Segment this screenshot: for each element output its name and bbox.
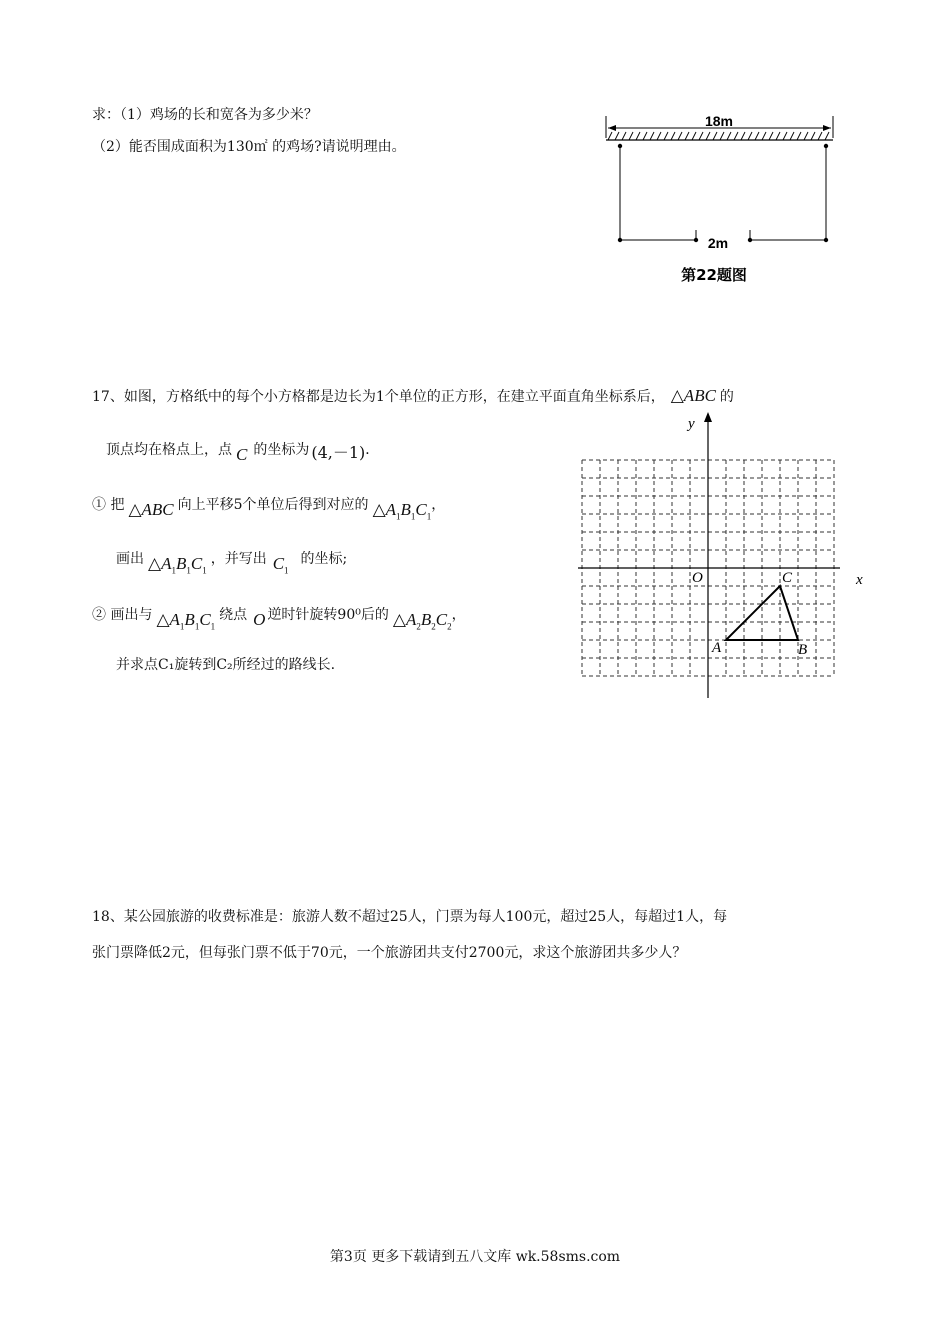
item2-prefix: ② 画出与	[92, 607, 153, 623]
item1-end: ，	[431, 497, 446, 513]
q17-line1-end: 的	[719, 389, 734, 405]
item2-triangle-a1b1c1: $\triangle A_1B_1C_1$	[156, 610, 216, 632]
q17-item1-line2	[116, 548, 348, 576]
dim-arrow-right	[823, 125, 831, 131]
item1-coord-text: 的坐标;	[300, 551, 348, 567]
coordinate-grid-figure	[570, 408, 870, 708]
point-c1-symbol: $C_1$	[272, 554, 289, 576]
vertex-a-label: A	[712, 640, 722, 656]
item2-rotate-text: 逆时针旋转90⁰后的	[267, 607, 389, 623]
chicken-coop-figure	[590, 108, 850, 298]
point-o-symbol: O	[253, 610, 266, 629]
item1-write-text: ，并写出	[210, 551, 267, 567]
gate-width-label: 2m	[707, 235, 729, 251]
top-dimension-label: 18m	[704, 113, 734, 129]
q16-part2-line: （2）能否围成面积为130㎡ 的鸡场?请说明理由。	[92, 139, 406, 155]
y-axis-label: y	[688, 416, 695, 432]
q17-line2	[106, 436, 380, 464]
wall-hatch	[608, 132, 829, 140]
dim-arrow-left	[608, 125, 616, 131]
item2-end: ，	[451, 607, 466, 623]
item1-triangle-a1b1c1: $\triangle A_1B_1C_1$	[372, 500, 432, 522]
origin-label: O	[692, 570, 703, 586]
q17-line1-text: 17、如图，方格纸中的每个小方格都是边长为1个单位的正方形，在建立平面直角坐标系后，	[92, 389, 665, 405]
q17-item2-line2: 并求点C₁旋转到C₂所经过的路线长.	[116, 657, 336, 673]
page-footer: 第3页 更多下载请到五八文库 wk.58sms.com	[329, 1249, 621, 1265]
q17-line1	[92, 386, 734, 406]
item1-text: 向上平移5个单位后得到对应的	[177, 497, 369, 513]
item1-draw-triangle: $\triangle A_1B_1C_1$	[148, 554, 207, 576]
point-c-coordinate: (4,－1)	[311, 443, 366, 462]
x-axis-label: x	[856, 572, 863, 588]
fence-corner-dots	[618, 144, 828, 242]
item1-draw-text: 画出	[116, 551, 144, 567]
q16-ask-line: 求：（1）鸡场的长和宽各为多少米？	[92, 107, 318, 123]
figure-caption: 第22题图	[681, 266, 747, 284]
q18-line2: 张门票降低2元，但每张门票不低于70元，一个旅游团共支付2700元，求这个旅游团共多少人？	[92, 945, 687, 961]
q17-coord-prefix: 的坐标为	[253, 442, 310, 458]
item1-prefix: ① 把	[92, 497, 125, 513]
q18-line1: 18、某公园旅游的收费标准是：旅游人数不超过25人，门票为每人100元，超过25人，每超过1人，每	[92, 909, 728, 925]
vertex-c-label: C	[782, 570, 793, 586]
q17-item1	[92, 494, 446, 522]
q17-line2-text: 顶点均在格点上，点	[106, 442, 232, 458]
q17-line2-end: ．	[365, 442, 380, 458]
vertex-b-label: B	[798, 642, 808, 658]
q17-item2	[92, 604, 466, 632]
y-axis-arrow	[704, 412, 712, 422]
item1-triangle-abc: △ABC	[128, 500, 174, 519]
item2-triangle-a2b2c2: $\triangle A_2B_2C_2$	[392, 610, 452, 632]
item2-around-text: 绕点	[219, 607, 248, 623]
triangle-abc-label: △ABC	[670, 386, 716, 405]
point-c-symbol: C	[236, 445, 248, 464]
